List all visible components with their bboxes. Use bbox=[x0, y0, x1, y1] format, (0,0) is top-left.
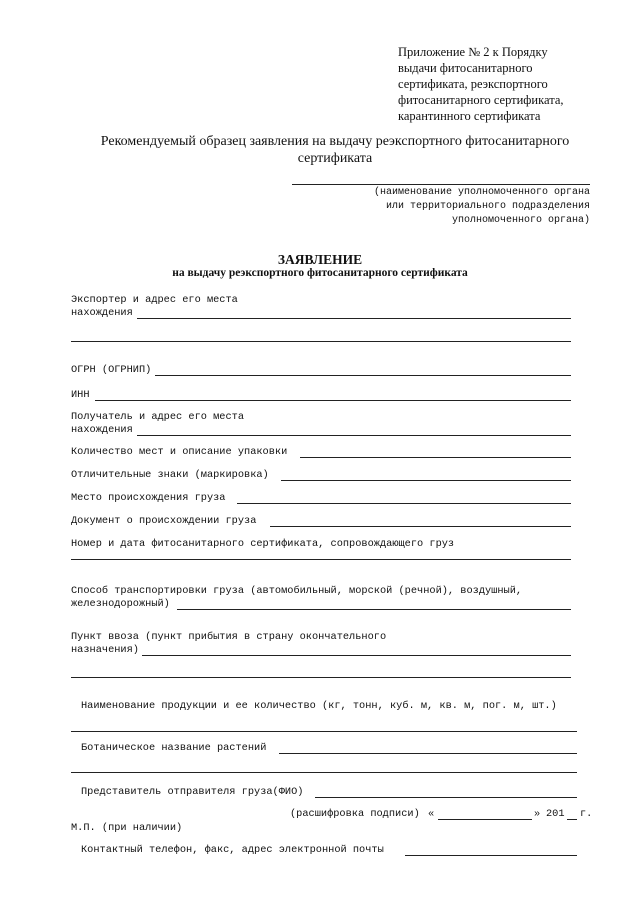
product-name-input-line[interactable] bbox=[71, 731, 577, 732]
phyto-certificate-label: Номер и дата фитосанитарного сертификата, сопровождающего груз bbox=[71, 538, 455, 550]
marks-label: Отличительные знаки (маркировка) bbox=[71, 469, 269, 481]
year-prefix: 201 bbox=[546, 808, 565, 820]
recommended-title-line1: Рекомендуемый образец заявления на выдачу реэкспортного фитосанитарного bbox=[100, 134, 570, 149]
representative-label: Представитель отправителя груза(ФИО) bbox=[81, 786, 304, 798]
appendix-line: Приложение № 2 к Порядку bbox=[398, 45, 548, 59]
recommended-title-line2: сертификата bbox=[297, 151, 373, 166]
year-input-line[interactable] bbox=[567, 819, 577, 820]
date-quote-open: « bbox=[428, 808, 435, 820]
ogrn-label: ОГРН (ОГРНИП) bbox=[71, 364, 152, 376]
authority-input-line[interactable] bbox=[292, 184, 590, 185]
botanical-name-input-line-2[interactable] bbox=[71, 772, 577, 773]
origin-place-input-line[interactable] bbox=[237, 503, 571, 504]
phyto-certificate-input-line[interactable] bbox=[71, 559, 571, 560]
recipient-input-line[interactable] bbox=[137, 435, 571, 436]
exporter-input-line[interactable] bbox=[137, 318, 571, 319]
contacts-label: Контактный телефон, факс, адрес электронной почты bbox=[81, 844, 384, 856]
packages-label: Количество мест и описание упаковки bbox=[71, 446, 288, 458]
entry-point-label-line2: назначения) bbox=[71, 644, 139, 656]
exporter-label-line1: Экспортер и адрес его места bbox=[71, 294, 238, 306]
exporter-label-line2: нахождения bbox=[71, 307, 133, 319]
representative-input-line[interactable] bbox=[315, 797, 577, 798]
packages-input-line[interactable] bbox=[300, 457, 571, 458]
transport-label-line1: Способ транспортировки груза (автомобильный, морской (речной), воздушный, bbox=[71, 585, 523, 597]
transport-input-line[interactable] bbox=[177, 609, 571, 610]
date-quote-close: » bbox=[534, 808, 541, 820]
exporter-input-line-2[interactable] bbox=[71, 341, 571, 342]
document-title: ЗАЯВЛЕНИЕ bbox=[277, 252, 363, 267]
ogrn-input-line[interactable] bbox=[155, 375, 571, 376]
transport-label-line2: железнодорожный) bbox=[71, 598, 170, 610]
recipient-label-line2: нахождения bbox=[71, 424, 133, 436]
appendix-line: сертификата, реэкспортного bbox=[398, 77, 548, 91]
botanical-name-label: Ботаническое название растений bbox=[81, 742, 267, 754]
botanical-name-input-line[interactable] bbox=[279, 753, 577, 754]
appendix-note bbox=[398, 44, 618, 124]
recommended-title bbox=[70, 133, 600, 167]
date-input-line[interactable] bbox=[438, 819, 532, 820]
appendix-line: выдачи фитосанитарного bbox=[398, 61, 533, 75]
document-subtitle: на выдачу реэкспортного фитосанитарного сертификата bbox=[172, 267, 468, 279]
authority-caption bbox=[300, 186, 590, 228]
marks-input-line[interactable] bbox=[281, 480, 571, 481]
contacts-input-line[interactable] bbox=[405, 855, 577, 856]
authority-caption-line3: уполномоченного органа) bbox=[451, 215, 590, 226]
stamp-label: М.П. (при наличии) bbox=[71, 822, 183, 834]
authority-caption-line2: или территориального подразделения bbox=[385, 201, 590, 212]
inn-input-line[interactable] bbox=[95, 400, 571, 401]
origin-document-label: Документ о происхождении груза bbox=[71, 515, 257, 527]
appendix-line: фитосанитарного сертификата, bbox=[398, 93, 564, 107]
year-suffix: г. bbox=[580, 808, 593, 820]
recipient-label-line1: Получатель и адрес его места bbox=[71, 411, 245, 423]
product-name-label: Наименование продукции и ее количество (кг, тонн, куб. м, кв. м, пог. м, шт.) bbox=[81, 700, 557, 712]
origin-place-label: Место происхождения груза bbox=[71, 492, 226, 504]
entry-point-label-line1: Пункт ввоза (пункт прибытия в страну окончательного bbox=[71, 631, 387, 643]
entry-point-input-line-2[interactable] bbox=[71, 677, 571, 678]
entry-point-input-line[interactable] bbox=[142, 655, 571, 656]
origin-document-input-line[interactable] bbox=[270, 526, 571, 527]
authority-caption-line1: (наименование уполномоченного органа bbox=[373, 187, 590, 198]
signature-decoding-label: (расшифровка подписи) bbox=[290, 808, 420, 820]
appendix-line: карантинного сертификата bbox=[398, 109, 541, 123]
inn-label: ИНН bbox=[71, 389, 90, 401]
